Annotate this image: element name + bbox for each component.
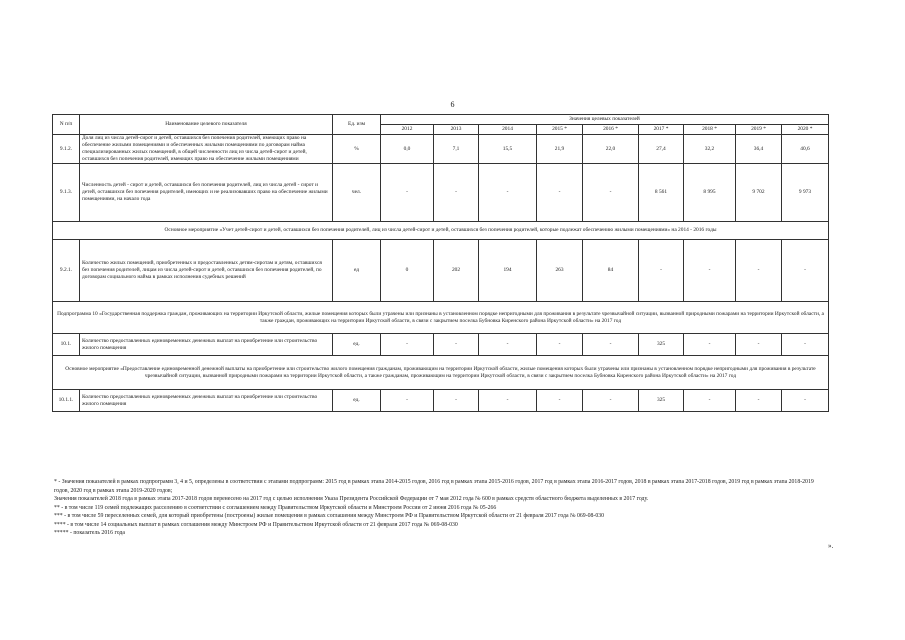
unit-cell: ед. <box>333 334 381 356</box>
section-row <box>53 222 829 240</box>
value-cell: 202 <box>434 240 479 302</box>
value-cell: 36,4 <box>736 135 782 164</box>
header-name: Наименование целевого показателя <box>80 115 333 135</box>
unit-cell: чел. <box>333 164 381 222</box>
row-number: 10.1. <box>53 334 80 356</box>
header-year: 2015 * <box>537 125 583 135</box>
value-cell: 263 <box>537 240 583 302</box>
value-cell: - <box>684 334 736 356</box>
footnote: **** - в том числе 14 социальных выплат в рамках соглашения между Минстроем РФ и Правительством Иркутской области от 21 февраля 2017 года № 069-08-030 <box>54 521 458 528</box>
row-number: 9.1.2. <box>53 135 80 164</box>
value-cell: - <box>583 390 639 412</box>
value-cell: - <box>381 390 434 412</box>
table-row <box>53 334 829 356</box>
header-year: 2017 * <box>639 125 684 135</box>
header-year: 2019 * <box>736 125 782 135</box>
header-year: 2016 * <box>583 125 639 135</box>
row-number: 9.1.3. <box>53 164 80 222</box>
footnote: ** - в том числе 119 семей подлежащих расселению в соответствии с соглашением между Правительством Иркутской области и Минстроем России от 2 июня 2016 года № 05-266 <box>54 504 497 511</box>
value-cell: 21,9 <box>537 135 583 164</box>
value-cell: 22,0 <box>583 135 639 164</box>
header-values-group: Значения целевых показателей <box>381 115 829 125</box>
table-row <box>53 135 829 164</box>
value-cell: 0 <box>381 240 434 302</box>
value-cell: - <box>736 334 782 356</box>
header-year: 2014 <box>479 125 537 135</box>
section-row <box>53 302 829 334</box>
header-year: 2012 <box>381 125 434 135</box>
closing-quote: ». <box>828 542 834 550</box>
value-cell: - <box>736 390 782 412</box>
value-cell: 9 702 <box>736 164 782 222</box>
header-num: N п/п <box>53 115 80 135</box>
unit-cell: ед <box>333 240 381 302</box>
value-cell: - <box>479 164 537 222</box>
value-cell: - <box>782 240 829 302</box>
footnote: * - Значения показателей в рамках подпрограмм 3, 4 и 5, определены в соответствии с этапами подпрограмм: 2015 год в рамках этапа 2014-2015 годов, 2016 год в рамках этапа 2015-2016 годов, 2017 год в рамках этапа 2016-2017 годов, 2018 в рамках этапа 2017-2018 годов, 2019 год в рамках этапа 2018-2019 годов, 2020 год в рамках этапа 2019-2020 годов; <box>54 479 814 494</box>
header-year: 2018 * <box>684 125 736 135</box>
footnotes <box>54 478 829 538</box>
indicator-name: Количество жилых помещений, приобретенных и предоставленных детям-сиротам и детям, оставшихся без попечения родителей, лицам из числа детей-сирот и детей, оставшихся без попечения родителей, по договорам социального найма в рамках исполнения судебных решений <box>80 240 333 302</box>
indicator-name: Доля лиц из числа детей-сирот и детей, оставшихся без попечения родителей, имеющих право на обеспечение жилыми помещениями и обеспеченных жилыми помещениями по договорам найма специализированных жилых помещений, в общей численности лиц из числа детей-сирот и детей, оставшихся без попечения родителей, имеющих право на обеспечение жилыми помещениями <box>80 135 333 164</box>
value-cell: 194 <box>479 240 537 302</box>
value-cell: 9 973 <box>782 164 829 222</box>
footnote: Значения показателей 2018 года в рамках этапа 2017-2018 годов перенесено на 2017 год с целью исполнения Указа Президента Российской Федерации от 7 мая 2012 года № 600 в рамках средств областного бюджета выделенных в 2017 году. <box>54 496 649 502</box>
value-cell: 325 <box>639 390 684 412</box>
value-cell: - <box>479 390 537 412</box>
unit-cell: ед. <box>333 390 381 412</box>
section-title: Основное мероприятие «Предоставление единовременной денежной выплаты на приобретение или строительство жилого помещения гражданам, проживающим на территории Иркутской области, жилые помещения которых были утрачены или признаны в установленном порядке непригодными для проживания в результате чрезвычайной ситуации, вызванной природными пожарами на территории Иркутской области, а также гражданам, проживающим на территории Иркутской области, в связи с закрытием поселка Бубновка Киренского района Иркутской области» на 2017 год <box>53 356 829 390</box>
section-row <box>53 356 829 390</box>
value-cell: 0,0 <box>381 135 434 164</box>
value-cell: 40,6 <box>782 135 829 164</box>
value-cell: 7,1 <box>434 135 479 164</box>
row-number: 9.2.1. <box>53 240 80 302</box>
section-title: Основное мероприятие «Учет детей-сирот и детей, оставшихся без попечения родителей, лиц из числа детей-сирот и детей, оставшихся без попечения родителей, которые подлежат обеспечению жилыми помещениями» на 2014 - 2016 годы <box>53 222 829 240</box>
value-cell: - <box>381 334 434 356</box>
table-row <box>53 390 829 412</box>
value-cell: 8 995 <box>684 164 736 222</box>
value-cell: - <box>479 334 537 356</box>
header-unit: Ед. изм <box>333 115 381 135</box>
value-cell: - <box>782 390 829 412</box>
value-cell: - <box>639 240 684 302</box>
header-year: 2013 <box>434 125 479 135</box>
indicator-name: Количество предоставленных единовременных денежных выплат на приобретение или строительство жилого помещения <box>80 390 333 412</box>
value-cell: 27,4 <box>639 135 684 164</box>
value-cell: - <box>736 240 782 302</box>
header-year: 2020 * <box>782 125 829 135</box>
value-cell: - <box>782 334 829 356</box>
unit-cell: % <box>333 135 381 164</box>
value-cell: - <box>583 164 639 222</box>
value-cell: - <box>434 334 479 356</box>
value-cell: - <box>434 390 479 412</box>
footnote: *** - в том числе 59 переселенных семей, для который приобретены (построены) жилые помещения в рамках соглашения между Минстроем РФ и Правительством Иркутской области от 21 февраля 2017 года № 069-08-030 <box>54 513 605 519</box>
table-body <box>53 135 829 412</box>
value-cell: - <box>537 390 583 412</box>
value-cell: 84 <box>583 240 639 302</box>
value-cell: - <box>537 164 583 222</box>
value-cell: - <box>684 240 736 302</box>
value-cell: - <box>684 390 736 412</box>
indicator-name: Численность детей - сирот и детей, оставшихся без попечения родителей, лиц из числа детей - сирот и детей, оставшихся без попечения родителей, имеющих и не реализовавших право на обеспечение жилыми помещениями, на начало года <box>80 164 333 222</box>
value-cell: 15,5 <box>479 135 537 164</box>
row-number: 10.1.1. <box>53 390 80 412</box>
value-cell: 32,2 <box>684 135 736 164</box>
table-row <box>53 164 829 222</box>
value-cell: - <box>434 164 479 222</box>
footnote: ***** - показатель 2016 года <box>54 530 125 536</box>
value-cell: - <box>381 164 434 222</box>
value-cell: - <box>583 334 639 356</box>
target-indicators-table <box>52 114 829 412</box>
page-number: 6 <box>450 100 455 109</box>
indicator-name: Количество предоставленных единовременных денежных выплат на приобретение или строительство жилого помещения <box>80 334 333 356</box>
table-row <box>53 240 829 302</box>
section-title: Подпрограмма 10 «Государственная поддержка граждан, проживающих на территории Иркутской области, жилые помещения которых были утрачены или признаны в установленном порядке непригодными для проживания в результате чрезвычайной ситуации, вызванной природными пожарами на территории Иркутской области, а также граждан, проживающих на территории Иркутской области, в связи с закрытием поселка Бубновка Киренского района Иркутской области» на 2017 год <box>53 302 829 334</box>
value-cell: - <box>537 334 583 356</box>
value-cell: 325 <box>639 334 684 356</box>
value-cell: 8 561 <box>639 164 684 222</box>
